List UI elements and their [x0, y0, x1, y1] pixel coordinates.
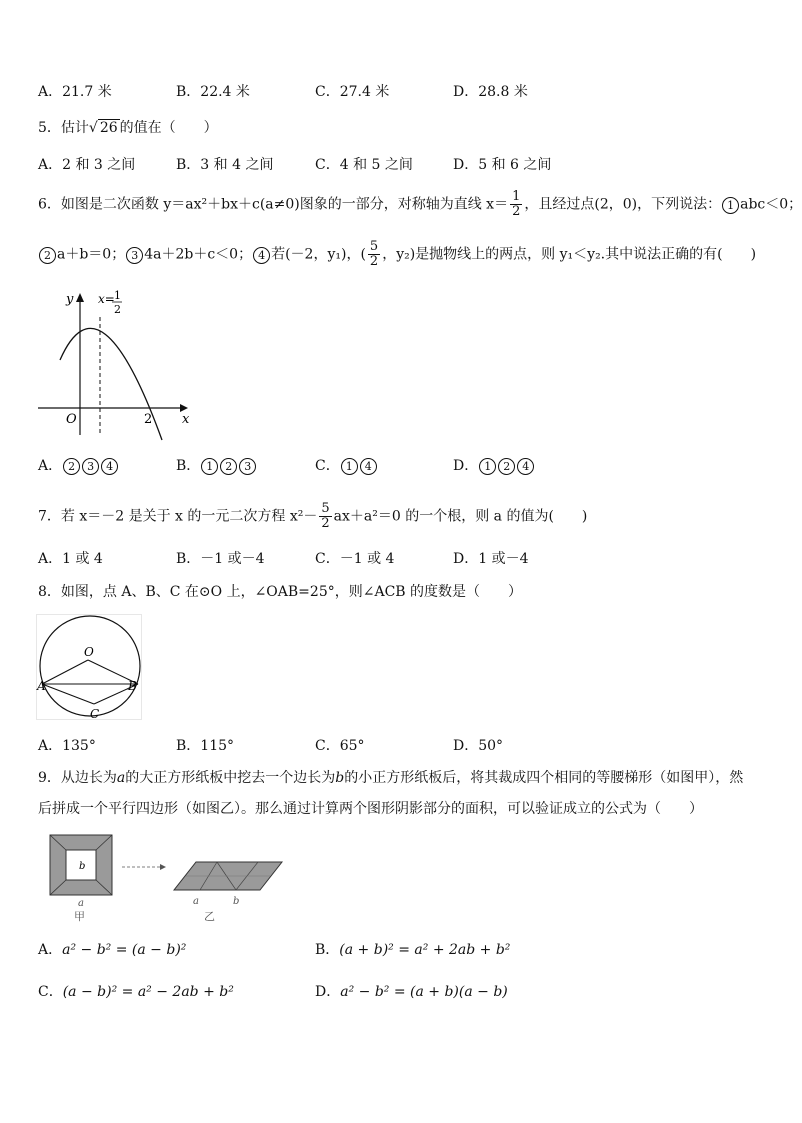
x-axis-arrow-icon	[180, 404, 188, 412]
q6-option-c: C． 1 4	[315, 456, 378, 476]
q6-option-b: B． 1 2 3	[176, 456, 257, 476]
q9-var-b: b	[335, 770, 345, 786]
q6-circle-1: 1	[722, 197, 739, 214]
q5-option-c: C．4 和 5 之间	[315, 157, 413, 173]
arrow-head-icon	[160, 864, 166, 870]
q4-option-d: D．28.8 米	[453, 84, 528, 100]
q7-option-c: C．－1 或 4	[315, 551, 395, 567]
q9-figure	[36, 830, 286, 925]
q8-option-d: D．50°	[453, 738, 504, 754]
label-c: C	[90, 707, 100, 721]
label-b: B	[128, 679, 137, 693]
q8-option-a: A．135°	[38, 738, 96, 754]
q7-suffix: ax＋a²＝0 的一个根，则 a 的值为( )	[333, 508, 588, 525]
q7-option-b: B．－1 或－4	[176, 551, 265, 567]
q6-option-d: D． 1 2 4	[453, 456, 535, 476]
q6-line1	[38, 190, 802, 219]
label-yi: 乙	[204, 910, 215, 923]
q6-fraction-1: $\frac{1}{2}$	[512, 189, 521, 219]
q6-statement-1: abc＜0；	[740, 196, 802, 213]
label-o: O	[84, 645, 94, 659]
q8-circle-figure	[36, 614, 144, 722]
q5-radicand: 26	[99, 120, 118, 136]
q8-stem: 8．如图，点 A、B、C 在⊙O 上，∠OAB=25°，则∠ACB 的度数是（ ）	[38, 584, 523, 600]
x-label: x	[182, 412, 190, 427]
q6-line1-b: ，且经过点(2，0)，下列说法：	[524, 196, 722, 213]
q7-prefix: 7．若 x＝－2 是关于 x 的一元二次方程 x²－	[38, 508, 318, 525]
point-2-label: 2	[144, 412, 153, 427]
q9-option-c: C．(a − b)² = a² − 2ab + b²	[38, 984, 234, 1000]
q9-line1: 9．从边长为a的大正方形纸板中挖去一个边长为b的小正方形纸板后，将其裁成四个相同的等腰梯形（如图甲），然	[38, 770, 744, 786]
q5-option-d: D．5 和 6 之间	[453, 157, 552, 173]
q7-fraction: $\frac{5}{2}$	[321, 501, 330, 531]
q9-option-a: A．a² − b² = (a − b)²	[38, 942, 187, 958]
q5-prefix: 5．估计	[38, 120, 89, 136]
q5-option-a: A．2 和 3 之间	[38, 157, 136, 173]
q9-line2: 后拼成一个平行四边形（如图乙）。那么通过计算两个图形阴影部分的面积，可以验证成立的公式为（ ）	[38, 801, 703, 817]
q6-statement-5: ，y₂)是抛物线上的两点，则 y₁＜y₂.其中说法正确的有( )	[382, 246, 757, 263]
q9-var-a: a	[116, 770, 126, 786]
circle-o	[40, 616, 140, 716]
label-jia: 甲	[74, 910, 85, 923]
q6-fraction-2: $\frac{5}{2}$	[369, 239, 379, 269]
label-a-side: a	[78, 898, 84, 909]
q7-option-a: A．1 或 4	[38, 551, 103, 567]
q9-option-b: B．(a + b)² = a² + 2ab + b²	[315, 942, 511, 958]
symmetry-axis-den: 2	[114, 303, 121, 316]
q6-statement-2: a＋b＝0；	[57, 246, 126, 263]
q6-option-a: A． 2 3 4	[38, 456, 119, 476]
q4-option-a: A．21.7 米	[38, 84, 112, 100]
label-pa: a	[193, 896, 199, 907]
q6-line2	[38, 240, 756, 269]
symmetry-axis-label: x=	[98, 292, 115, 306]
q8-option-b: B．115°	[176, 738, 235, 754]
label-pb: b	[233, 896, 240, 907]
q6-statement-4: 若(－2，y₁)，(	[271, 246, 366, 263]
segment-oa	[42, 660, 88, 684]
q6-line1-a: 6．如图是二次函数 y＝ax²＋bx＋c(a≠0)图象的一部分，对称轴为直线 x＝	[38, 196, 509, 213]
q7-option-d: D．1 或－4	[453, 551, 529, 567]
q6-circle-4: 4	[253, 247, 270, 264]
segment-ac	[42, 684, 94, 704]
symmetry-axis-num: 1	[114, 289, 121, 302]
label-b-inner: b	[79, 861, 86, 872]
q5-stem: 5．估计√ 26 的值在（ ）	[38, 120, 218, 136]
label-a: A	[37, 679, 46, 693]
q5-option-b: B．3 和 4 之间	[176, 157, 274, 173]
q6-circle-2: 2	[39, 247, 56, 264]
y-axis-arrow-icon	[76, 293, 84, 302]
q8-option-c: C．65°	[315, 738, 365, 754]
q7-stem	[38, 502, 587, 531]
q9-option-d: D．a² − b² = (a + b)(a − b)	[315, 984, 508, 1000]
q6-statement-3: 4a＋2b＋c＜0；	[144, 246, 253, 263]
q4-option-c: C．27.4 米	[315, 84, 390, 100]
q4-option-b: B．22.4 米	[176, 84, 250, 100]
q6-circle-3: 3	[126, 247, 143, 264]
q6-parabola-figure	[36, 285, 196, 445]
q5-suffix: 的值在（ ）	[119, 120, 218, 136]
y-label: y	[66, 292, 74, 307]
origin-label: O	[66, 412, 77, 427]
